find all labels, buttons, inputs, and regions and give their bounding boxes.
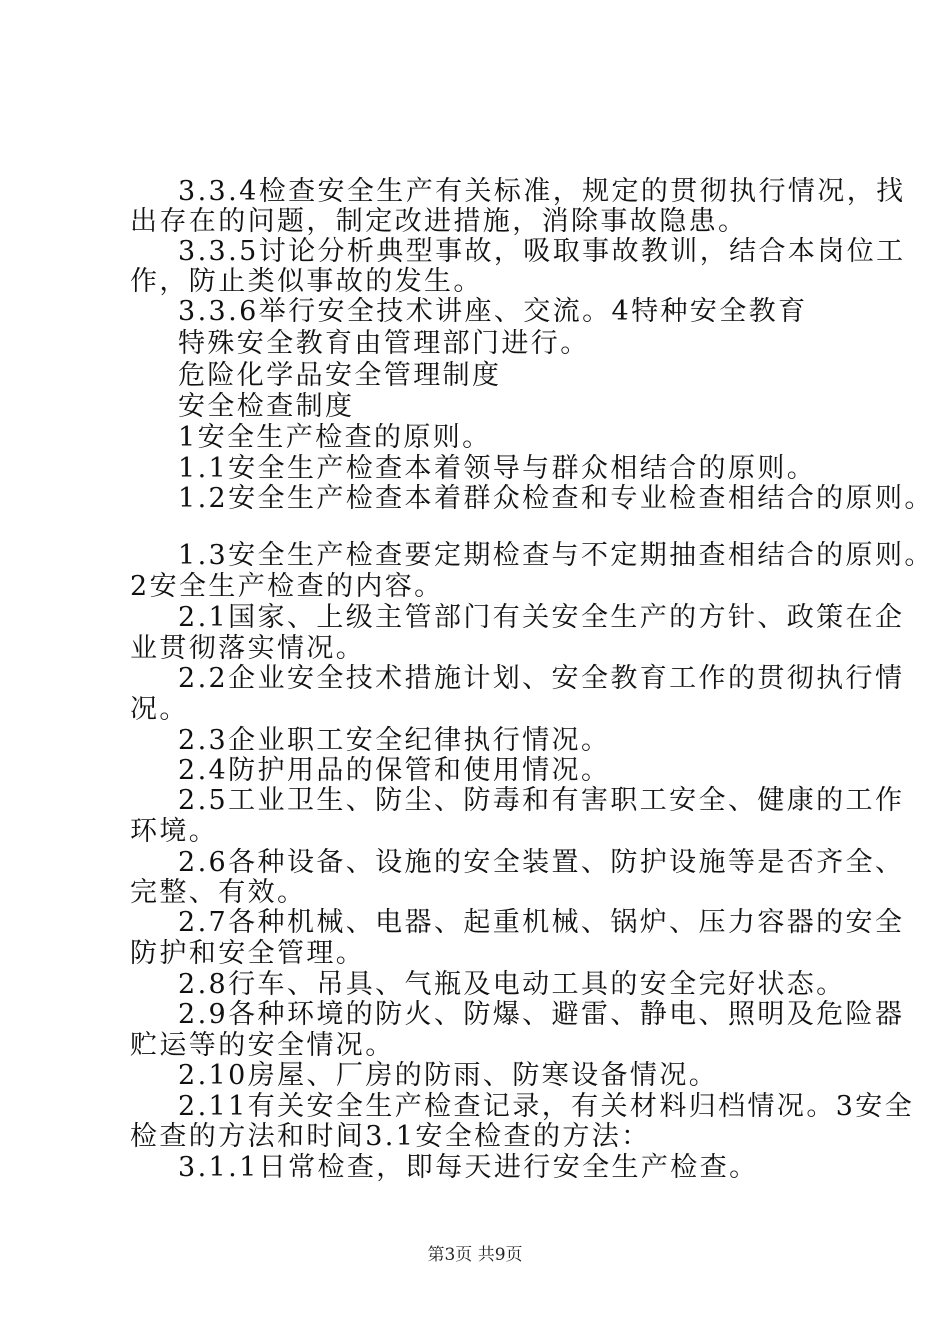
text-line: 1.3安全生产检查要定期检查与不定期抽查相结合的原则。 bbox=[178, 540, 934, 571]
text-line: 特殊安全教育由管理部门进行。 bbox=[178, 328, 590, 359]
text-line: 出存在的问题，制定改进措施，消除事故隐患。 bbox=[130, 206, 748, 237]
text-line: 2安全生产检查的内容。 bbox=[130, 571, 444, 602]
text-line: 1.2安全生产检查本着群众检查和专业检查相结合的原则。 bbox=[178, 483, 934, 514]
text-line: 环境。 bbox=[130, 816, 219, 847]
text-line: 危险化学品安全管理制度 bbox=[178, 360, 502, 391]
text-line: 2.3企业职工安全纪律执行情况。 bbox=[178, 725, 611, 756]
text-line: 作，防止类似事故的发生。 bbox=[130, 266, 483, 297]
text-line: 2.2企业安全技术措施计划、安全教育工作的贯彻执行情 bbox=[178, 663, 905, 694]
text-line: 2.10房屋、厂房的防雨、防寒设备情况。 bbox=[178, 1060, 719, 1091]
page-footer: 第3页 共9页 bbox=[427, 1245, 523, 1265]
text-line: 3.3.6举行安全技术讲座、交流。4特种安全教育 bbox=[178, 296, 808, 327]
text-line: 2.4防护用品的保管和使用情况。 bbox=[178, 755, 611, 786]
text-line: 2.5工业卫生、防尘、防毒和有害职工安全、健康的工作 bbox=[178, 785, 905, 816]
text-line: 防护和安全管理。 bbox=[130, 938, 366, 969]
text-line: 1安全生产检查的原则。 bbox=[178, 422, 492, 453]
text-line: 2.7各种机械、电器、起重机械、锅炉、压力容器的安全 bbox=[178, 907, 905, 938]
text-line: 2.6各种设备、设施的安全装置、防护设施等是否齐全、 bbox=[178, 847, 905, 878]
text-line: 2.9各种环境的防火、防爆、避雷、静电、照明及危险器 bbox=[178, 999, 905, 1030]
text-line: 3.1.1日常检查，即每天进行安全生产检查。 bbox=[178, 1152, 759, 1183]
text-line: 安全检查制度 bbox=[178, 391, 355, 422]
text-line: 检查的方法和时间3.1安全检查的方法： bbox=[130, 1121, 651, 1152]
text-line: 1.1安全生产检查本着领导与群众相结合的原则。 bbox=[178, 453, 817, 484]
text-line: 2.11有关安全生产检查记录，有关材料归档情况。3安全 bbox=[178, 1091, 915, 1122]
text-line: 完整、有效。 bbox=[130, 877, 307, 908]
text-line: 贮运等的安全情况。 bbox=[130, 1030, 395, 1061]
text-line: 2.1国家、上级主管部门有关安全生产的方针、政策在企 bbox=[178, 602, 905, 633]
text-line: 3.3.4检查安全生产有关标准，规定的贯彻执行情况，找 bbox=[178, 176, 906, 207]
text-line: 2.8行车、吊具、气瓶及电动工具的安全完好状态。 bbox=[178, 969, 846, 1000]
text-line: 况。 bbox=[130, 694, 189, 725]
text-line: 业贯彻落实情况。 bbox=[130, 633, 366, 664]
text-line: 3.3.5讨论分析典型事故，吸取事故教训，结合本岗位工 bbox=[178, 236, 906, 267]
